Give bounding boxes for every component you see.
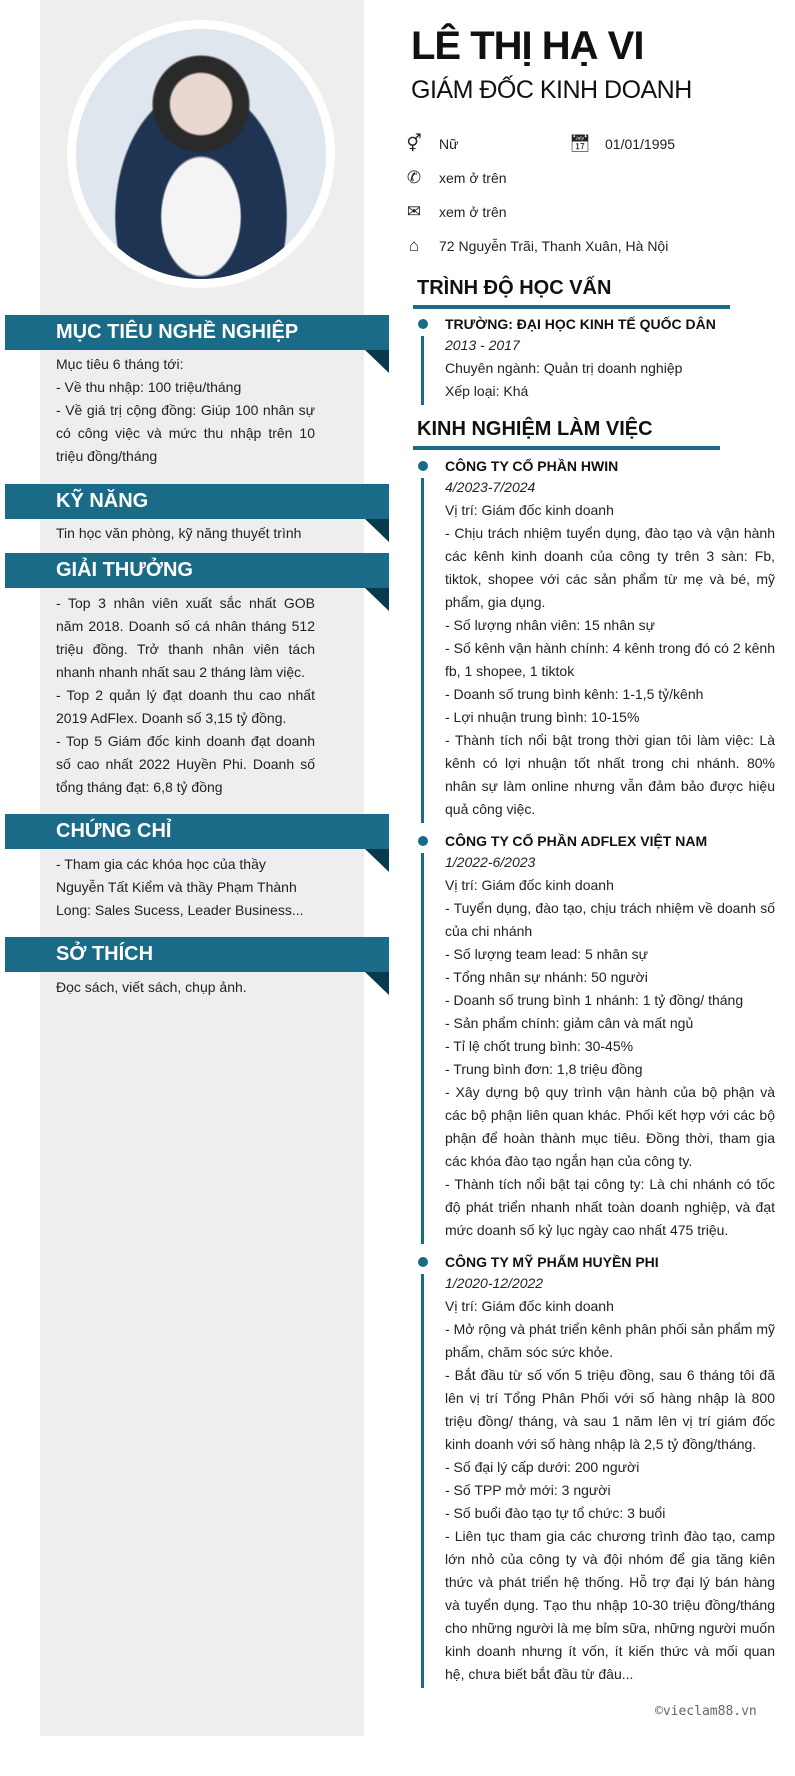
ribbon-fold [365,849,389,872]
address-row [403,236,668,256]
text-line: - Top 2 quản lý đạt doanh thu cao nhất 2019 AdFlex. Doanh số 3,15 tỷ đồng. [56,687,315,726]
experience-list [412,456,775,1696]
timeline-entry [412,456,775,821]
gender-value: Nữ [439,136,459,152]
email-row [403,202,507,222]
avatar [76,29,326,279]
timeline-entry [412,1252,775,1686]
entry-line: - Số đại lý cấp dưới: 200 người [445,1459,640,1475]
entry-date: 1/2022-6/2023 [445,854,536,870]
entry-line: - Tỉ lệ chốt trung bình: 30-45% [445,1038,634,1054]
entry-line: Chuyên ngành: Quản trị doanh nghiệp [445,360,683,376]
entry-line: - Liên tục tham gia các chương trình đào tạo, camp lớn nhỏ của công ty và đội nhóm để gia tăng kiên thức và phát triển hệ thống. Hỗ trợ đại lý bán hàng và tuyển dụng. Tạo thu nhập 10-30 triệu đồng/tháng cho những người là mẹ bỉm sữa, những người muốn kinh doanh nhưng ít vốn, ít kiến thức và mối quan hệ, chưa biết bắt đầu từ đâu... [445,1528,775,1682]
watermark: ©vieclam88.vn [655,1704,757,1719]
phone-row [403,168,507,188]
gender-icon: ⚥ [406,134,422,153]
section-title: MỤC TIÊU NGHỀ NGHIỆP [56,321,299,343]
text-line: Đọc sách, viết sách, chụp ảnh. [56,979,247,995]
ribbon-fold [365,519,389,542]
entry-title: CÔNG TY MỸ PHẨM HUYỀN PHI [445,1254,659,1270]
entry-line: Vị trí: Giám đốc kinh doanh [445,877,614,893]
section-title: KỸ NĂNG [56,490,149,512]
entry-line: - Xây dựng bộ quy trình vận hành của bộ phận và các bộ phận liên quan khác. Phối kết hợp với các bộ phận để hoàn thành mục tiêu. Đồng thời, tham gia các khóa đào tạo ngắn hạn của công ty. [445,1084,775,1169]
text-line: - Về giá trị cộng đồng: Giúp 100 nhân sự có công việc và mức thu nhập trên 10 triệu đồng/tháng [56,402,315,464]
entry-title: CÔNG TY CỔ PHẦN HWIN [445,458,619,474]
bullet-icon [418,461,428,471]
ribbon-fold [365,972,389,995]
entry-line: - Số lượng team lead: 5 nhân sự [445,946,649,962]
phone-icon: ✆ [406,168,422,187]
dob-value: 01/01/1995 [605,136,676,152]
home-icon: ⌂ [408,236,420,255]
bullet-icon [418,1257,428,1267]
section-header-hobbies [5,937,389,972]
certificates-text [56,853,315,922]
entry-line: - Số buổi đào tạo tự tổ chức: 3 buổi [445,1505,666,1521]
skills-text [56,522,315,545]
entry-line: - Bắt đầu từ số vốn 5 triệu đồng, sau 6 tháng tôi đã lên vị trí Tổng Phân Phối với số hàng nhập là 800 triệu đồng/ tháng, và sau 1 năm lên vị trí giám đốc kinh doanh với số hàng nhập là 2,5 tỷ đồng/tháng. [445,1367,775,1452]
entry-line: - Mở rộng và phát triển kênh phân phối sản phẩm mỹ phẩm, chăm sóc sức khỏe. [445,1321,775,1360]
section-title: GIẢI THƯỞNG [56,559,193,581]
bullet-icon [418,836,428,846]
hobbies-text [56,976,315,999]
text-line: - Về thu nhập: 100 triệu/tháng [56,379,242,395]
entry-line: - Số kênh vận hành chính: 4 kênh trong đó có 2 kênh fb, 1 shopee, 1 tiktok [445,640,775,679]
section-title: SỞ THÍCH [56,943,154,965]
section-title: CHỨNG CHỈ [56,820,172,842]
timeline-entry [412,314,775,403]
entry-line: - Số lượng nhân viên: 15 nhân sự [445,617,656,633]
entry-line: - Số TPP mở mới: 3 người [445,1482,611,1498]
text-line: Mục tiêu 6 tháng tới: [56,356,184,372]
text-line: - Tham gia các khóa học của thầy Nguyễn Tất Kiểm và thầy Phạm Thành Long: Sales Sucess, Leader Business... [56,856,304,918]
entry-line: Vị trí: Giám đốc kinh doanh [445,502,614,518]
entry-title: CÔNG TY CỔ PHẦN ADFLEX VIỆT NAM [445,833,708,849]
text-line: - Top 3 nhân viên xuất sắc nhất GOB năm 2018. Doanh số cá nhân tháng 512 triệu đồng. Trở thanh nhân viên tách nhanh nhanh nhất sau 2 tháng làm việc. [56,595,315,680]
entry-line: Vị trí: Giám đốc kinh doanh [445,1298,614,1314]
entry-date: 4/2023-7/2024 [445,479,536,495]
entry-line: - Thành tích nổi bật tại công ty: Là chi nhánh có tốc độ phát triển nhanh nhất toàn doanh nghiệp, và đạt mức doanh số kỷ lục ngày cao nhất 475 triệu. [445,1176,775,1238]
entry-line: - Chịu trách nhiệm tuyển dụng, đào tạo và vận hành các kênh kinh doanh của công ty trên 3 sàn: Fb, tiktok, shopee với các sản phẩm từ mẹ và bé, mỹ phẩm, gia dụng. [445,525,775,610]
section-header-awards [5,553,389,588]
timeline-line [421,853,424,1244]
entry-line: - Tuyển dụng, đào tạo, chịu trách nhiệm về doanh số của chi nhánh [445,900,775,939]
envelope-icon: ✉ [406,202,422,221]
education-list [412,314,775,413]
entry-line: - Sản phẩm chính: giảm cân và mất ngủ [445,1015,694,1031]
candidate-name: LÊ THỊ HẠ VI [411,24,644,68]
section-header-skills [5,484,389,519]
entry-title: TRƯỜNG: ĐẠI HỌC KINH TẾ QUỐC DÂN [445,316,716,332]
entry-date: 1/2020-12/2022 [445,1275,544,1291]
email-value: xem ở trên [439,204,507,220]
candidate-title: GIÁM ĐỐC KINH DOANH [411,76,692,104]
objective-text [56,353,315,468]
entry-line: - Thành tích nổi bật trong thời gian tôi làm việc: Là kênh có lợi nhuận tốt nhất trong chi nhánh. 80% nhân sự làm online nhưng vẫn đảm bảo được hiệu quả công việc. [445,732,775,817]
profile-photo [67,20,335,288]
entry-date: 2013 - 2017 [445,337,520,353]
section-header-objective [5,315,389,350]
entry-line: - Tổng nhân sự nhánh: 50 người [445,969,648,985]
education-heading: TRÌNH ĐỘ HỌC VẤN [413,277,730,309]
bullet-icon [418,319,428,329]
entry-line: - Trung bình đơn: 1,8 triệu đồng [445,1061,643,1077]
gender-row [403,134,458,154]
text-line: Tin học văn phòng, kỹ năng thuyết trình [56,525,302,541]
entry-line: Xếp loại: Khá [445,383,529,399]
timeline-line [421,478,424,823]
ribbon-fold [365,350,389,373]
experience-heading: KINH NGHIỆM LÀM VIỆC [413,418,720,450]
awards-text [56,592,315,799]
timeline-line [421,1274,424,1688]
dob-row [569,134,675,154]
ribbon-fold [365,588,389,611]
phone-value: xem ở trên [439,170,507,186]
entry-line: - Doanh số trung bình kênh: 1-1,5 tỷ/kênh [445,686,704,702]
timeline-entry [412,831,775,1242]
entry-line: - Lợi nhuận trung bình: 10-15% [445,709,640,725]
timeline-line [421,336,424,405]
section-header-certificates [5,814,389,849]
calendar-icon: 📅︎ [569,134,591,153]
address-value: 72 Nguyễn Trãi, Thanh Xuân, Hà Nội [439,238,669,254]
text-line: - Top 5 Giám đốc kinh doanh đạt doanh số cao nhất 2022 Huyền Phi. Doanh số tổng tháng đạt: 6,8 tỷ đồng [56,733,315,795]
entry-line: - Doanh số trung bình 1 nhánh: 1 tỷ đồng/ tháng [445,992,744,1008]
